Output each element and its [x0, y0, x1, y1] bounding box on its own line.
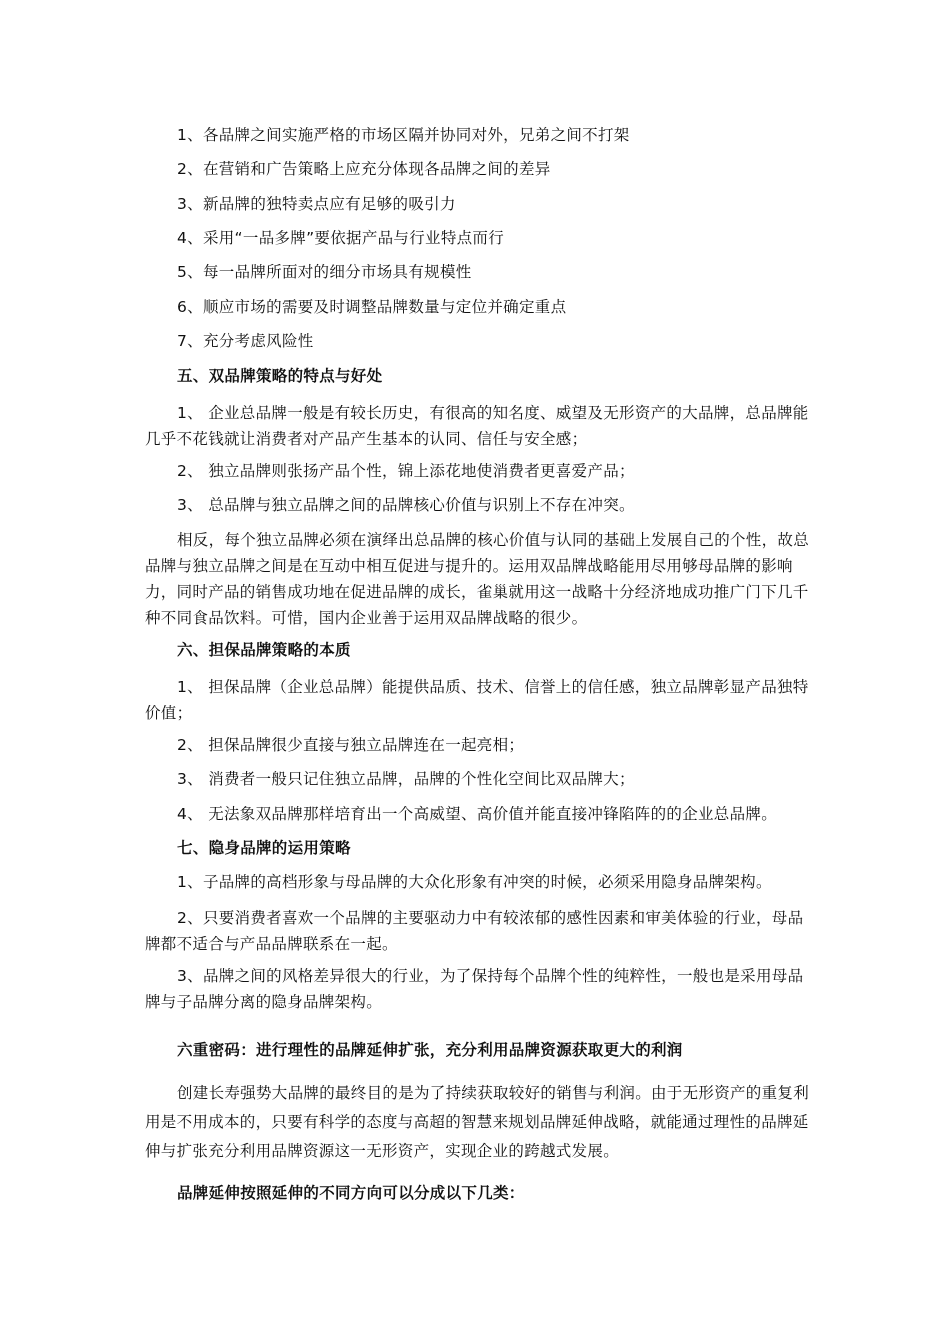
list-item: 1、子品牌的高档形象与母品牌的大众化形象有冲突的时候，必须采用隐身品牌架构。: [177, 873, 772, 891]
list-item: 2、 独立品牌则张扬产品个性，锦上添花地使消费者更喜爱产品；: [177, 462, 635, 480]
section-heading: 品牌延伸按照延伸的不同方向可以分成以下几类：: [177, 1184, 525, 1202]
section-heading: 五、双品牌策略的特点与好处: [177, 367, 383, 385]
paragraph: 相反，每个独立品牌必须在演绎出总品牌的核心价值与认同的基础上发展自己的个性，故总品牌与独立品牌之间是在互动中相互促进与提升的。运用双品牌战略能用尽用够母品牌的影响力，同时产品的销售成功地在促进品牌的成长，雀巢就用这一战略十分经济地成功推广门下几千种不同食品饮料。可惜，国内企业善于运用双品牌战略的很少。: [145, 531, 810, 627]
list-item: 2、只要消费者喜欢一个品牌的主要驱动力中有较浓郁的感性因素和审美体验的行业，母品牌都不适合与产品品牌联系在一起。: [145, 909, 804, 953]
list-item: 6、顺应市场的需要及时调整品牌数量与定位并确定重点: [177, 298, 567, 316]
paragraph: 创建长寿强势大品牌的最终目的是为了持续获取较好的销售与利润。由于无形资产的重复利用是不用成本的，只要有科学的态度与高超的智慧来规划品牌延伸战略，就能通过理性的品牌延伸与扩张充分利用品牌资源这一无形资产，实现企业的跨越式发展。: [145, 1084, 810, 1160]
list-item: 5、每一品牌所面对的细分市场具有规模性: [177, 263, 472, 281]
list-item: 1、 企业总品牌一般是有较长历史，有很高的知名度、威望及无形资产的大品牌，总品牌能几乎不花钱就让消费者对产品产生基本的认同、信任与安全感；: [145, 404, 809, 448]
list-item: 4、 无法象双品牌那样培育出一个高威望、高价值并能直接冲锋陷阵的的企业总品牌。: [177, 805, 777, 823]
list-item: 3、新品牌的独特卖点应有足够的吸引力: [177, 195, 456, 213]
list-item: 1、各品牌之间实施严格的市场区隔并协同对外，兄弟之间不打架: [177, 126, 630, 144]
list-item: 3、品牌之间的风格差异很大的行业，为了保持每个品牌个性的纯粹性，一般也是采用母品牌与子品牌分离的隐身品牌架构。: [145, 967, 804, 1011]
list-item: 4、采用“一品多牌”要依据产品与行业特点而行: [177, 229, 505, 247]
list-item: 7、充分考虑风险性: [177, 332, 314, 350]
list-item: 2、 担保品牌很少直接与独立品牌连在一起亮相；: [177, 736, 525, 754]
section-heading: 六、担保品牌策略的本质: [177, 641, 351, 659]
section-heading: 七、隐身品牌的运用策略: [177, 839, 351, 857]
list-item: 3、 消费者一般只记住独立品牌，品牌的个性化空间比双品牌大；: [177, 770, 635, 788]
list-item: 2、在营销和广告策略上应充分体现各品牌之间的差异: [177, 160, 551, 178]
section-heading: 六重密码：进行理性的品牌延伸扩张，充分利用品牌资源获取更大的利润: [177, 1041, 683, 1059]
list-item: 1、 担保品牌（企业总品牌）能提供品质、技术、信誉上的信任感，独立品牌彰显产品独特价值；: [145, 678, 809, 722]
list-item: 3、 总品牌与独立品牌之间的品牌核心价值与识别上不存在冲突。: [177, 496, 635, 514]
